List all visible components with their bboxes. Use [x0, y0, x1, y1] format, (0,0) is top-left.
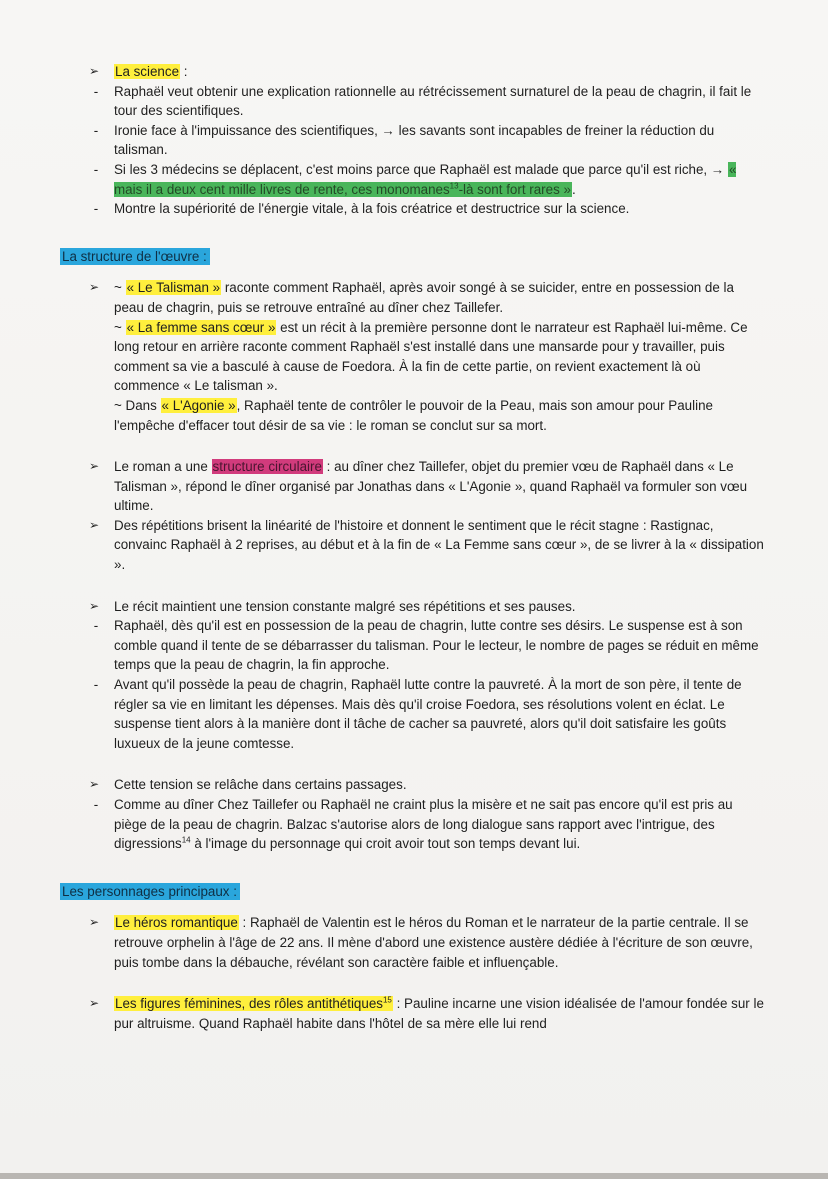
arrow-bullet-icon: ➢ — [88, 459, 100, 474]
arrow-bullet-icon: ➢ — [88, 915, 100, 930]
structure-parts — [62, 278, 766, 435]
arrow-bullet-icon: ➢ — [88, 64, 100, 78]
arrow-bullet-icon: ➢ — [88, 598, 100, 613]
feminine-item: ➢ Les figures féminines, des rôles antithétiques$^{15}$ : Pauline incarne une vision idéalisée de l'amour fondée sur le pur altruisme. Quand Raphaël habite dans l'hôtel de sa mère elle lui rend — [62, 994, 766, 1033]
circular-highlight: structure circulaire — [212, 459, 322, 475]
footnote-ref: 14 — [181, 835, 191, 845]
personnages-heading: Les personnages principaux : — [60, 882, 240, 902]
dash-bullet: - — [93, 677, 99, 693]
science-item-text: Raphaël veut obtenir une explication rationnelle au rétrécissement surnaturel de la peau de chagrin, il fait le tour des scientifiques. — [114, 83, 752, 119]
feminine-highlight: Les figures féminines, des rôles antithétiques$^{15}$ — [115, 995, 392, 1012]
dash-bullet: - — [93, 797, 99, 812]
part-femme: ~ « La femme sans cœur » est un récit à la première personne dont le narrateur est Raphaël lui-même. Ce long retour en arrière raconte comment Raphaël s'est installé dans une mansarde pour y travailler, puis comment sa vie a basculé à cause de Foedora. À la fin de cette partie, on revient exactement là où commence « Le talisman ». — [114, 319, 748, 394]
relache-heading: ➢ Cette tension se relâche dans certains passages. — [62, 775, 766, 795]
part-talisman: ~ « Le Talisman » raconte comment Raphaël, après avoir songé à se suicider, entre en possession de la peau de chagrin, puis se retrouve entraîné au dîner chez Taillefer. — [114, 280, 734, 315]
structure-circular: ➢ Le roman a une structure circulaire : au dîner chez Taillefer, objet du premier vœu de Raphaël dans « Le Talisman », répond le dîner organisé par Jonathas dans « L'Agonie », quand Raphaël va formuler son vœu ultime. — [62, 457, 766, 516]
tension-item-2: - Avant qu'il possède la peau de chagrin, Raphaël lutte contre la pauvreté. À la mort de son père, il tente de régler sa vie en limitant les dépenses. Mais dès qu'il croise Foedora, ses résolutions volent en éclat. Le suspense tient alors à la manière dont il tâche de cacher sa pauvreté, alors qu'il doit satisfaire les goûts luxueux de la jeune comtesse. — [62, 675, 766, 753]
dash-bullet: - — [93, 201, 99, 217]
tension-item-1: - Raphaël, dès qu'il est en possession de la peau de chagrin, lutte contre ses désirs. Le suspense est à son comble quand il tente de se débarrasser du talisman. Pour le lecteur, le nombre de pages se réduit en même temps que la peau de chagrin, la fin approche. — [62, 616, 766, 675]
science-item-text: Ironie face à l'impuissance des scientifiques, → les savants sont incapables de freiner la réduction du talisman. — [114, 122, 715, 158]
science-item-1 — [62, 82, 766, 121]
relache-item: - Comme au dîner Chez Taillefer ou Raphaël ne craint plus la misère et ne sait pas encore qu'il est pris au piège de la peau de chagrin. Balzac s'autorise alors de long dialogue sans rapport avec l'intrigue, des digressions$^{14}$ à l'image du personnage qui croit avoir tout son temps devant lui. — [62, 795, 766, 854]
dash-bullet: - — [93, 161, 99, 177]
quote-highlight: « mais il a deux cent mille livres de rente, ces monomanes$^{13}$-là sont fort rares » — [114, 161, 737, 197]
science-item-4 — [62, 199, 766, 219]
arrow-bullet-icon: ➢ — [88, 996, 100, 1011]
science-item-2 — [62, 121, 766, 160]
science-title: La science — [115, 64, 180, 79]
dash-bullet: - — [93, 122, 99, 138]
dash-bullet: - — [93, 618, 99, 634]
hero-highlight: Le héros romantique — [115, 915, 238, 931]
science-item-text: Si les 3 médecins se déplacent, c'est moins parce que Raphaël est malade que parce qu'il est riche, → — [114, 161, 728, 177]
part-agonie: ~ Dans « L'Agonie », Raphaël tente de contrôler le pouvoir de la Peau, mais son amour pour Pauline l'empêche d'effacer tout désir de sa vie : le roman se conclut sur sa mort. — [114, 397, 713, 433]
tension-heading: ➢ Le récit maintient une tension constante malgré ses répétitions et ses pauses. — [62, 597, 766, 617]
structure-heading: La structure de l'œuvre : — [60, 247, 210, 267]
science-item-3: - Si les 3 médecins se déplacent, c'est moins parce que Raphaël est malade que parce qu'il est riche, → « mais il a deux cent mille livres de rente, ces monomanes$^{13}$-là sont fort rares ». — [62, 160, 766, 199]
footnote-ref: 15 — [382, 995, 392, 1005]
footnote-ref: 13 — [449, 181, 459, 191]
structure-repetitions: ➢ Des répétitions brisent la linéarité de l'histoire et donnent le sentiment que le récit stagne : Rastignac, convainc Raphaël à 2 reprises, au début et à la fin de « La Femme sans cœur », de se livrer à la « dissipation ». — [62, 516, 766, 575]
hero-item: ➢ Le héros romantique : Raphaël de Valentin est le héros du Roman et le narrateur de la partie centrale. Il se retrouve orphelin à l'âge de 22 ans. Il mène d'abord une existence austère dédiée à l'écriture de son œuvre, puis tombe dans la débauche, révélant son caractère faible et influençable. — [62, 913, 766, 972]
science-heading-row — [62, 62, 766, 82]
arrow-bullet-icon: ➢ — [88, 280, 100, 295]
arrow-bullet-icon: ➢ — [88, 777, 100, 792]
arrow-bullet-icon: ➢ — [88, 517, 100, 532]
dash-bullet: - — [93, 83, 99, 99]
science-colon: : — [180, 64, 188, 79]
science-item-text: Montre la supériorité de l'énergie vitale, à la fois créatrice et destructrice sur la science. — [114, 201, 630, 217]
